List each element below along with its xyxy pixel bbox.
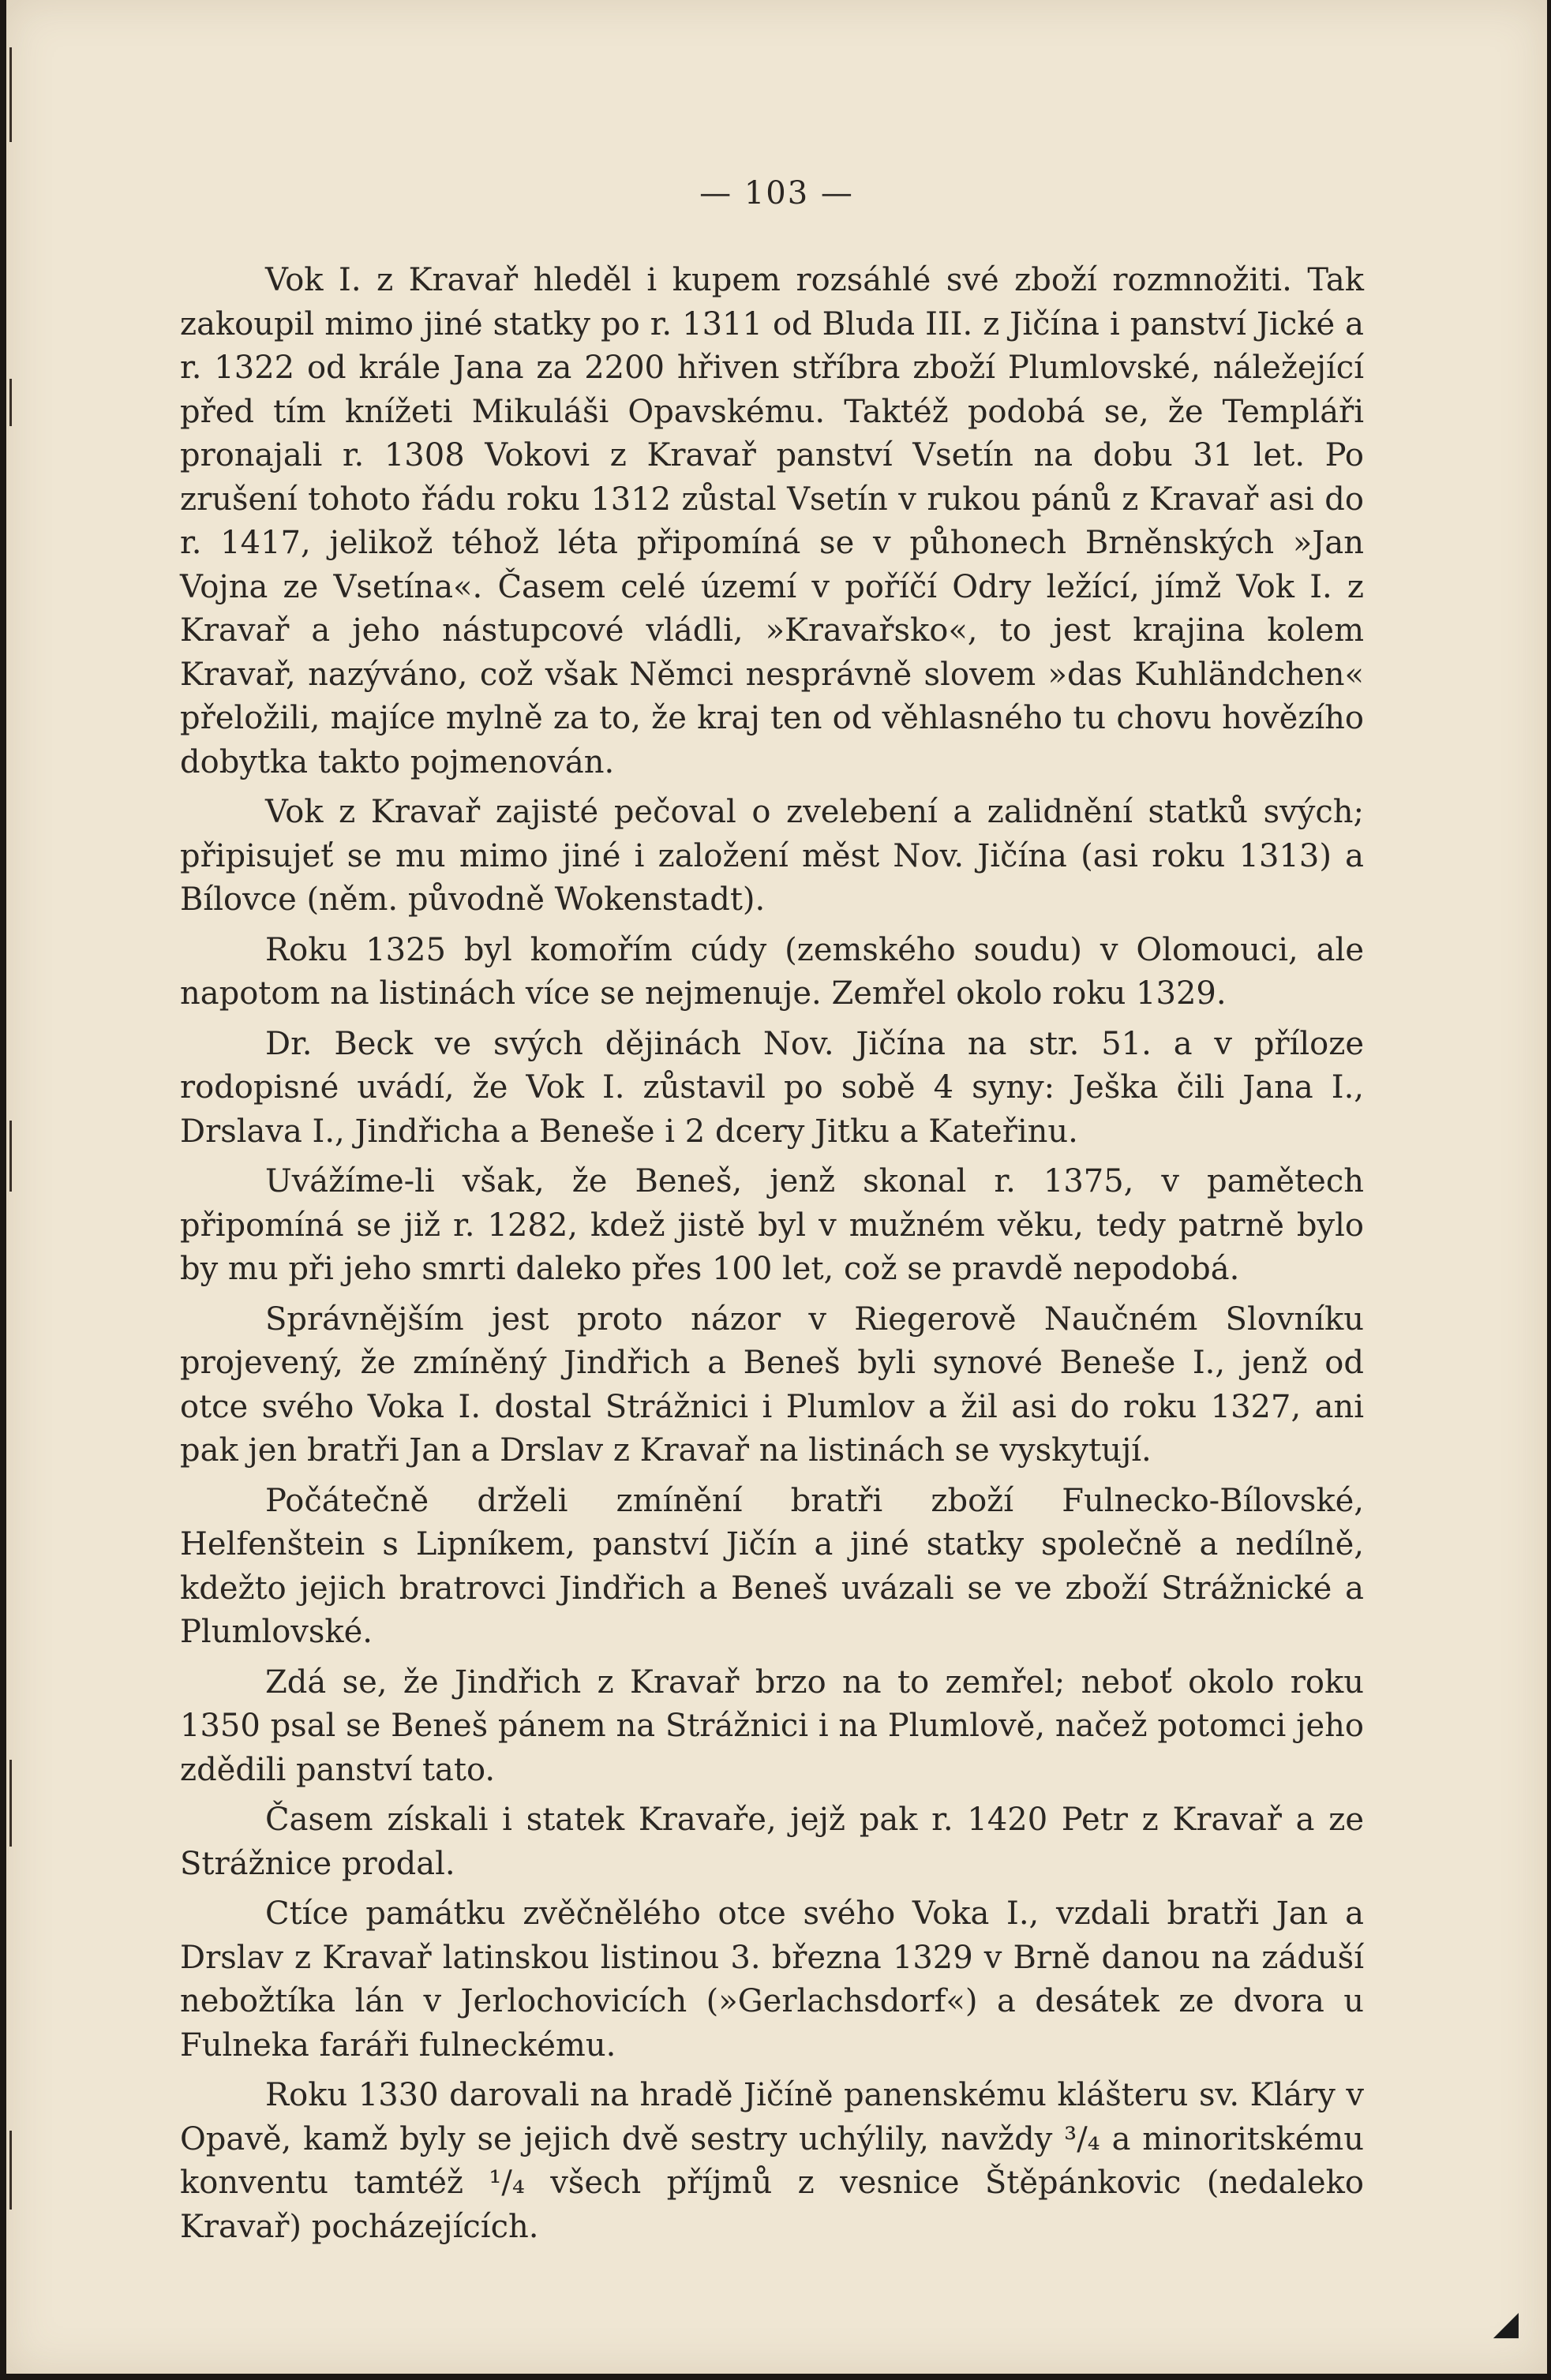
- paragraph: Zdá se, že Jindřich z Kravař brzo na to zemřel; neboť okolo roku 1350 psal se Beneš pánem na Strážnici i na Plumlově, načež potomci jeho zdědili panství tato.: [180, 1663, 1364, 1788]
- book-page: [6, 0, 1547, 2374]
- paragraph: Správnějším jest proto názor v Riegerově Naučném Slovníku projevený, že zmíněný Jindřich a Beneš byli synové Beneše I., jenž od otce svého Voka I. dostal Strážnici i Plumlov a žil asi do roku 1327, ani pak jen bratři Jan a Drslav z Kravař na listinách se vyskytují.: [180, 1300, 1364, 1469]
- paragraph: Počátečně drželi zmínění bratři zboží Fulnecko-Bílovské, Helfenštein s Lipníkem, panství Jičín a jiné statky společně a nedílně, kdežto jejich bratrovci Jindřich a Beneš uvázali se ve zboží Strážnické a Plumlovské.: [180, 1482, 1364, 1650]
- corner-mark-icon: ◢: [1493, 2303, 1519, 2342]
- paragraph: Uvážíme-li však, že Beneš, jenž skonal r. 1375, v pamětech připomíná se již r. 1282, kdež jistě byl v mužném věku, tedy patrně bylo by mu při jeho smrti daleko přes 100 let, což se pravdě nepodobá.: [180, 1163, 1364, 1287]
- binding-edge-mark: [9, 1121, 12, 1192]
- paragraph: Dr. Beck ve svých dějinách Nov. Jičína na str. 51. a v příloze rodopisné uvádí, že Vok I. zůstavil po sobě 4 syny: Ješka čili Jana I., Drslava I., Jindřicha a Beneše i 2 dcery Jitku a Kateřinu.: [180, 1025, 1364, 1150]
- paragraph: Roku 1325 byl komořím cúdy (zemského soudu) v Olomouci, ale napotom na listinách více se nejmenuje. Zemřel okolo roku 1329.: [180, 931, 1364, 1012]
- body-text: [180, 259, 1364, 2255]
- paragraph: Vok I. z Kravař hleděl i kupem rozsáhlé své zboží rozmnožiti. Tak zakoupil mimo jiné statky po r. 1311 od Bluda III. z Jičína i panství Jické a r. 1322 od krále Jana za 2200 hřiven stříbra zboží Plumlovské, náležející před tím knížeti Mikuláši Opavskému. Taktéž podobá se, že Templáři pronajali r. 1308 Vokovi z Kravař panství Vsetín na dobu 31 let. Po zrušení tohoto řádu roku 1312 zůstal Vsetín v rukou pánů z Kravař asi do r. 1417, jelikož téhož léta připomíná se v půhonech Brněnských »Jan Vojna ze Vsetína«. Časem celé území v poříčí Odry ležící, jímž Vok I. z Kravař a jeho nástupcové vládli, »Kravařsko«, to jest krajina kolem Kravař, nazýváno, což však Němci nesprávně slovem »das Kuhländchen« přeložili, majíce mylně za to, že kraj ten od věhlasného tu chovu hovězího dobytka takto pojmenován.: [180, 262, 1364, 780]
- binding-edge-mark: [9, 379, 12, 426]
- paragraph: Vok z Kravař zajisté pečoval o zvelebení a zalidnění statků svých; připisujeť se mu mimo jiné i založení měst Nov. Jičína (asi roku 1313) a Bílovce (něm. původně Wokenstadt).: [180, 794, 1364, 918]
- page-number: — 103 —: [699, 175, 854, 211]
- binding-edge-mark: [9, 1760, 12, 1847]
- paragraph: Ctíce památku zvěčnělého otce svého Voka I., vzdali bratři Jan a Drslav z Kravař latinskou listinou 3. března 1329 v Brně danou na záduší nebožtíka lán v Jerlochovicích (»Gerlachsdorf«) a desátek ze dvora u Fulneka faráři fulneckému.: [180, 1895, 1364, 2064]
- paragraph: Časem získali i statek Kravaře, jejž pak r. 1420 Petr z Kravař a ze Strážnice prodal.: [180, 1802, 1364, 1882]
- binding-edge-mark: [9, 47, 12, 142]
- binding-edge-mark: [9, 2131, 12, 2210]
- paragraph: Roku 1330 darovali na hradě Jičíně panenskému klášteru sv. Kláry v Opavě, kamž byly se jejich dvě sestry uchýlily, navždy ³/₄ a minoritskému konventu tamtéž ¹/₄ všech příjmů z vesnice Štěpánkovic (nedaleko Kravař) pocházejících.: [180, 2077, 1364, 2245]
